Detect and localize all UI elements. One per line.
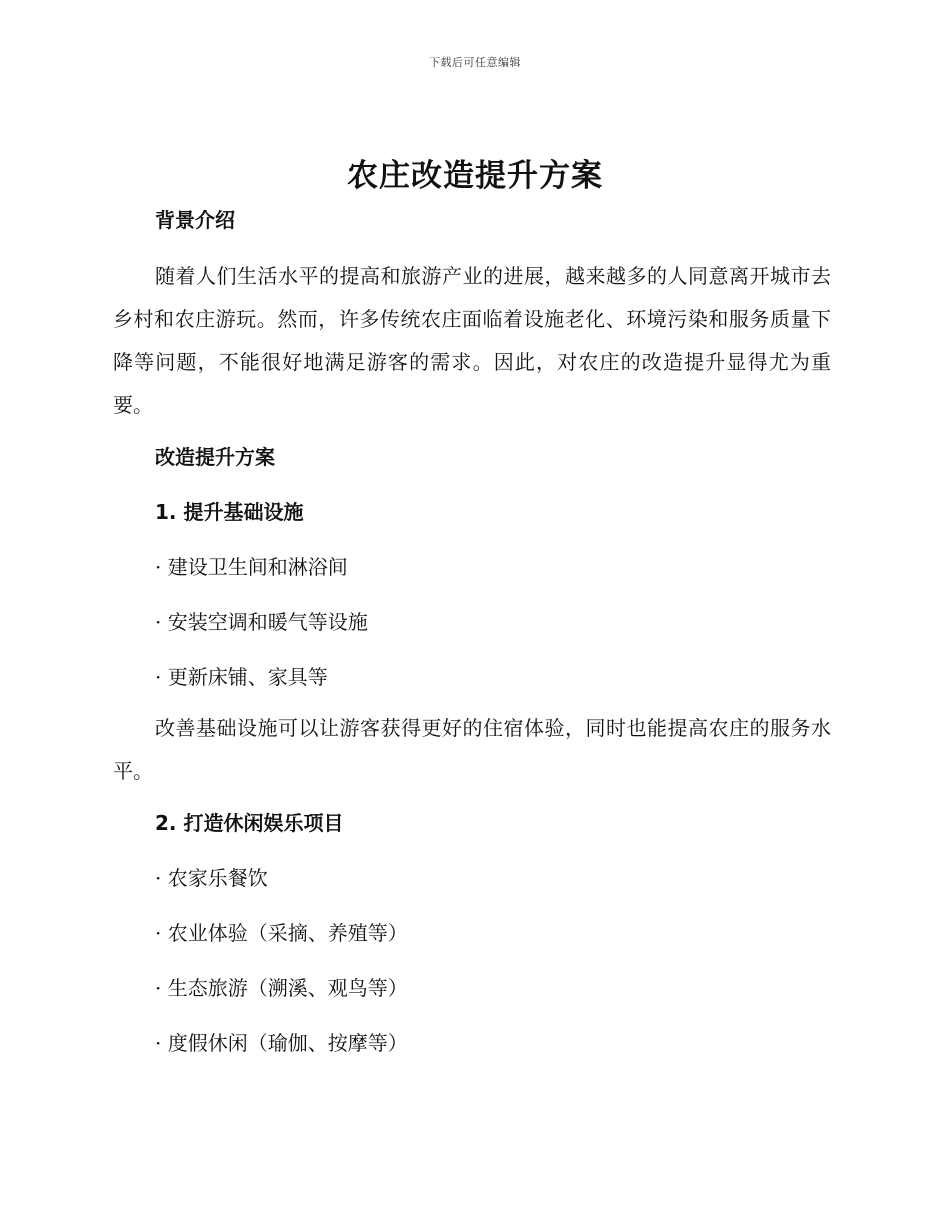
bullet-item: · 度假休闲（瑜伽、按摩等） <box>155 1031 408 1055</box>
plan-heading: 改造提升方案 <box>155 445 275 469</box>
item1-paragraph: 改善基础设施可以让游客获得更好的住宿体验，同时也能提高农庄的服务水平。 <box>113 716 831 783</box>
item1-heading: 1. 提升基础设施 <box>155 500 304 524</box>
bullet-item: · 更新床铺、家具等 <box>155 665 328 689</box>
header-note: 下载后可任意编辑 <box>429 56 521 69</box>
item2-heading: 2. 打造休闲娱乐项目 <box>155 811 344 835</box>
bullet-item: · 农家乐餐饮 <box>155 866 268 890</box>
background-paragraph: 随着人们生活水平的提高和旅游产业的进展，越来越多的人同意离开城市去乡村和农庄游玩。然而，许多传统农庄面临着设施老化、环境污染和服务质量下降等问题，不能很好地满足游客的需求。因此，对农庄的改造提升显得尤为重要。 <box>113 264 831 417</box>
document-body <box>113 202 831 1061</box>
bullet-item: · 农业体验（采摘、养殖等） <box>155 921 408 945</box>
bullet-item: · 建设卫生间和淋浴间 <box>155 555 348 579</box>
bullet-item: · 生态旅游（溯溪、观鸟等） <box>155 976 408 1000</box>
background-heading: 背景介绍 <box>155 208 235 232</box>
document-title: 农庄改造提升方案 <box>347 158 603 194</box>
bullet-item: · 安装空调和暖气等设施 <box>155 610 368 634</box>
